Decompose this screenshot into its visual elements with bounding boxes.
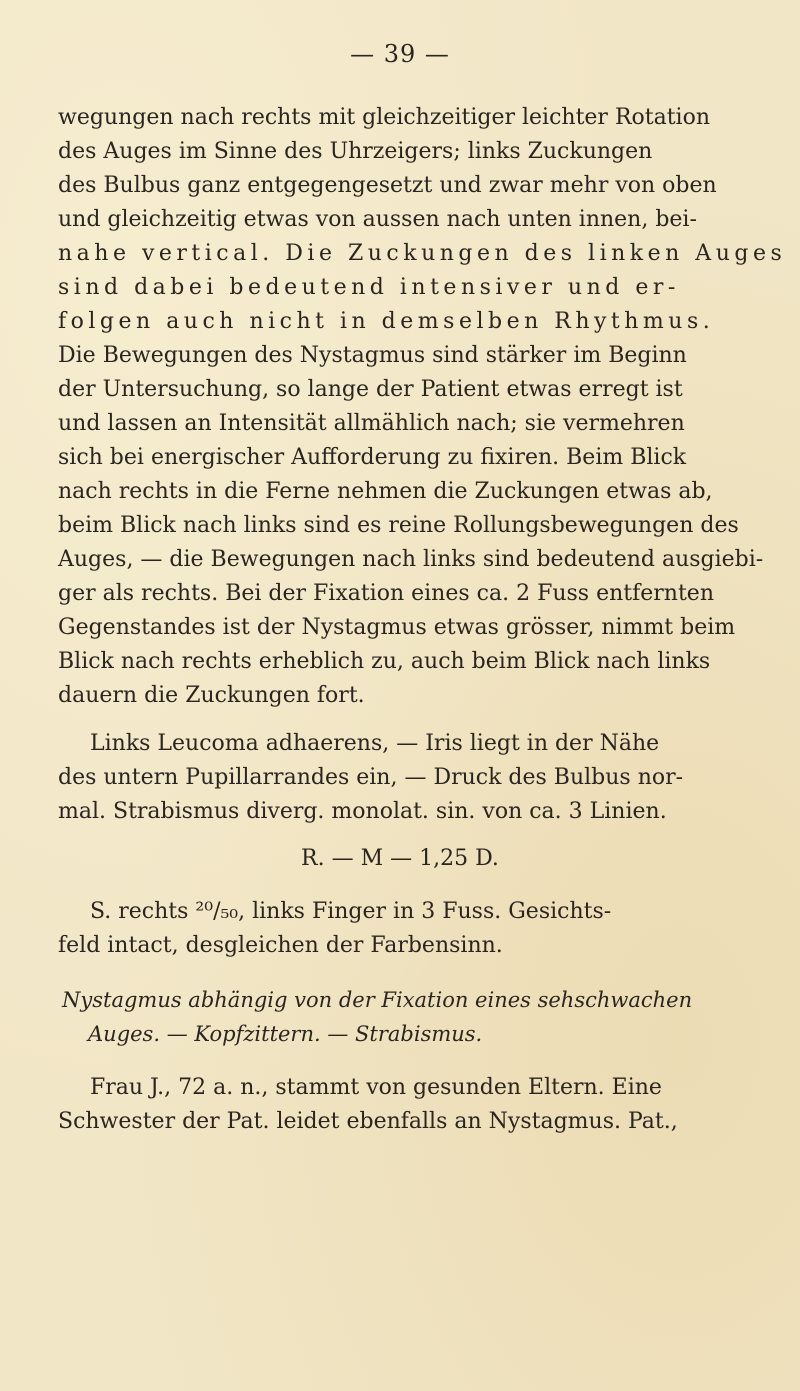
paragraph-start-line: S. rechts ²⁰/₅₀, links Finger in 3 Fuss. Gesichts- bbox=[90, 899, 612, 924]
refraction-line: R. — M — 1,25 D. bbox=[301, 846, 499, 871]
text-line: des Bulbus ganz entgegengesetzt und zwar mehr von oben bbox=[58, 173, 717, 198]
text-line: Blick nach rechts erheblich zu, auch beim Blick nach links bbox=[58, 649, 711, 674]
paragraph-start-line: Links Leucoma adhaerens, — Iris liegt in der Nähe bbox=[90, 731, 660, 756]
text-line: feld intact, desgleichen der Farbensinn. bbox=[58, 933, 503, 958]
text-line: beim Blick nach links sind es reine Rollungsbewegungen des bbox=[58, 513, 739, 538]
text-line: Schwester der Pat. leidet ebenfalls an Nystagmus. Pat., bbox=[58, 1109, 678, 1134]
text-line: sich bei energischer Aufforderung zu fixiren. Beim Blick bbox=[58, 445, 687, 470]
text-line-spaced: nahe vertical. Die Zuckungen des linken Auges bbox=[58, 241, 787, 266]
paragraph-start-line: Frau J., 72 a. n., stammt von gesunden Eltern. Eine bbox=[90, 1075, 662, 1100]
text-line-spaced: sind dabei bedeutend intensiver und er- bbox=[58, 275, 680, 300]
text-line: ger als rechts. Bei der Fixation eines ca. 2 Fuss entfernten bbox=[58, 581, 714, 606]
text-line: Auges, — die Bewegungen nach links sind bedeutend ausgiebi- bbox=[58, 547, 764, 572]
text-line-spaced: folgen auch nicht in demselben Rhythmus. bbox=[58, 309, 715, 334]
section-heading-line: Auges. — Kopfzittern. — Strabismus. bbox=[88, 1022, 483, 1046]
text-line: Gegenstandes ist der Nystagmus etwas grösser, nimmt beim bbox=[58, 615, 736, 640]
text-line: wegungen nach rechts mit gleichzeitiger leichter Rotation bbox=[58, 105, 710, 130]
text-line: mal. Strabismus diverg. monolat. sin. von ca. 3 Linien. bbox=[58, 799, 667, 824]
text-line: der Untersuchung, so lange der Patient etwas erregt ist bbox=[58, 377, 683, 402]
section-heading-line: Nystagmus abhängig von der Fixation eines sehschwachen bbox=[62, 988, 693, 1012]
text-line: und gleichzeitig etwas von aussen nach unten innen, bei- bbox=[58, 207, 697, 232]
text-line: des untern Pupillarrandes ein, — Druck des Bulbus nor- bbox=[58, 765, 684, 790]
text-line: Die Bewegungen des Nystagmus sind stärker im Beginn bbox=[58, 343, 687, 368]
text-line: dauern die Zuckungen fort. bbox=[58, 683, 365, 708]
text-line: des Auges im Sinne des Uhrzeigers; links Zuckungen bbox=[58, 139, 653, 164]
text-line: und lassen an Intensität allmählich nach; sie vermehren bbox=[58, 411, 685, 436]
page-number: — 39 — bbox=[350, 40, 450, 68]
text-line: nach rechts in die Ferne nehmen die Zuckungen etwas ab, bbox=[58, 479, 713, 504]
